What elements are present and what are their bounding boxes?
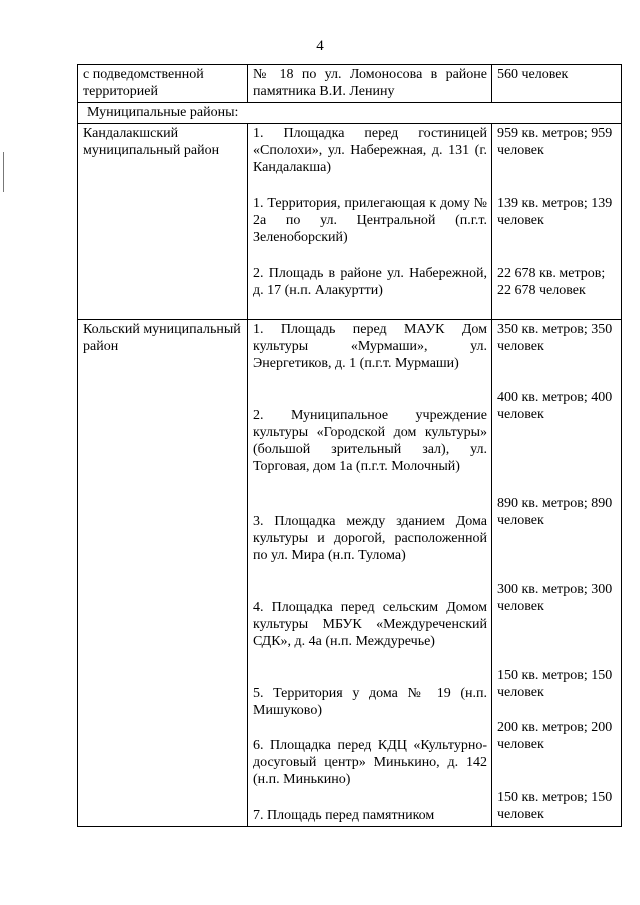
events-venues-table [77, 64, 622, 827]
district-cell: с подведомственной территорией [78, 65, 248, 103]
capacity-entry: 400 кв. метров; 400 человек [497, 390, 613, 422]
place-entry: 7. Площадь перед памятником [253, 808, 435, 823]
page-number: 4 [316, 38, 324, 54]
place-cell [248, 320, 492, 827]
capacity-entry: 22 678 кв. метров; 22 678 человек [497, 266, 606, 298]
capacity-entry: 300 кв. метров; 300 человек [497, 582, 613, 614]
capacity-entry: 350 кв. метров; 350 человек [497, 322, 613, 354]
table-row [78, 65, 622, 103]
place-entry: 1. Территория, прилегающая к дому № 2а по ул. Центральной (п.г.т. Зеленоборский) [253, 196, 487, 245]
table-row [78, 320, 622, 827]
place-entry: 1. Площадь перед МАУК Дом культуры «Мурмаши», ул. Энергетиков, д. 1 (п.г.т. Мурмаши) [253, 322, 487, 371]
place-cell [248, 124, 492, 320]
table-row [78, 124, 622, 320]
capacity-entry: 150 кв. метров; 150 человек [497, 790, 613, 822]
place-entry: 2. Площадь в районе ул. Набережной, д. 17 (н.п. Алакуртти) [253, 266, 487, 298]
place-entry: 6. Площадка перед КДЦ «Культурно-досуговый центр» Минькино, д. 142 (н.п. Минькино) [253, 738, 487, 787]
capacity-cell [492, 124, 622, 320]
capacity-entry: 150 кв. метров; 150 человек [497, 668, 613, 700]
capacity-entry: 890 кв. метров; 890 человек [497, 496, 613, 528]
capacity-cell [492, 320, 622, 827]
scan-margin-mark [3, 152, 4, 192]
place-entry: 5. Территория у дома № 19 (н.п. Мишуково) [253, 686, 487, 718]
capacity-entry: 959 кв. метров; 959 человек [497, 126, 613, 158]
place-entry: 2. Муниципальное учреждение культуры «Городской дом культуры» (большой зрительный зал), ул. Торговая, дом 1а (п.г.т. Молочный) [253, 408, 487, 474]
capacity-entry: 200 кв. метров; 200 человек [497, 720, 613, 752]
place-entry: 1. Площадка перед гостиницей «Сполохи», ул. Набережная, д. 131 (г. Кандалакша) [253, 126, 487, 175]
district-cell: Кандалакшский муниципальный район [78, 124, 248, 320]
place-cell: № 18 по ул. Ломоносова в районе памятника В.И. Ленину [248, 65, 492, 103]
section-header: Муниципальные районы: [78, 103, 622, 124]
district-cell: Кольский муниципальный район [78, 320, 248, 827]
place-entry: 4. Площадка перед сельским Домом культуры МБУК «Междуреченский СДК», д. 4а (н.п. Междуречье) [253, 600, 487, 649]
section-header-row [78, 103, 622, 124]
place-entry: 3. Площадка между зданием Дома культуры и дорогой, расположенной по ул. Мира (н.п. Тулома) [253, 514, 487, 563]
capacity-entry: 139 кв. метров; 139 человек [497, 196, 613, 228]
capacity-cell: 560 человек [492, 65, 622, 103]
